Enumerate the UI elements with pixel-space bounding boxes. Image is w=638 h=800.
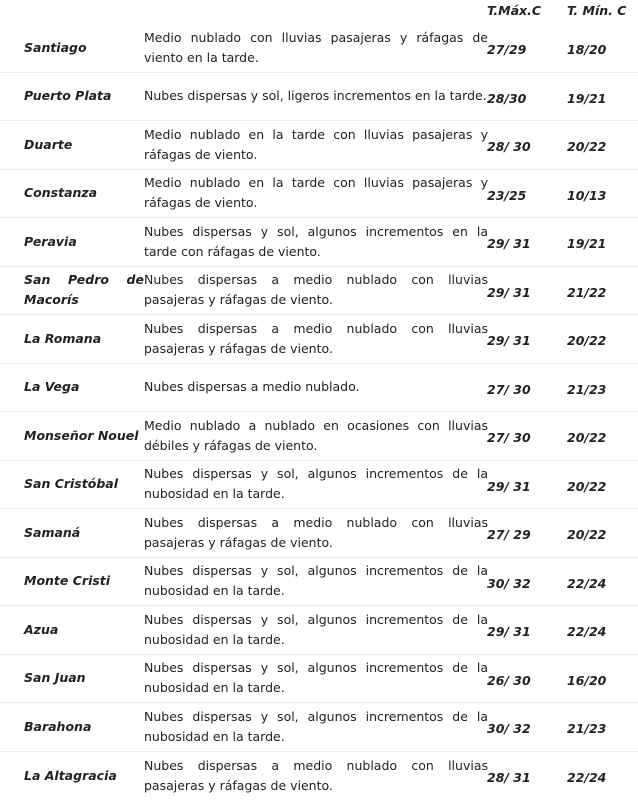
description-cell bbox=[144, 558, 488, 606]
tmax-value: 30/ 32 bbox=[487, 558, 531, 606]
table-row bbox=[0, 267, 638, 316]
tmax-value: 28/30 bbox=[487, 73, 526, 121]
province-name: Peravia bbox=[24, 232, 144, 252]
forecast-description: Nubes dispersas a medio nublado. bbox=[144, 377, 488, 397]
province-cell bbox=[24, 655, 144, 703]
province-cell bbox=[24, 218, 144, 266]
table-row bbox=[0, 558, 638, 607]
province-name: Barahona bbox=[24, 717, 144, 737]
forecast-description: Medio nublado con lluvias pasajeras y ráfagas de viento en la tarde. bbox=[144, 28, 488, 68]
province-cell bbox=[24, 267, 144, 315]
description-cell bbox=[144, 461, 488, 509]
tmin-value: 20/22 bbox=[567, 121, 606, 169]
table-body bbox=[0, 24, 638, 800]
description-cell bbox=[144, 170, 488, 218]
forecast-description: Nubes dispersas y sol, algunos incrementos de la nubosidad en la tarde. bbox=[144, 610, 488, 650]
tmin-value: 20/22 bbox=[567, 509, 606, 557]
province-name: Samaná bbox=[24, 523, 144, 543]
description-cell bbox=[144, 703, 488, 751]
tmax-value: 28/ 30 bbox=[487, 121, 531, 169]
tmin-value: 21/23 bbox=[567, 364, 606, 412]
tmin-value: 10/13 bbox=[567, 170, 606, 218]
description-cell bbox=[144, 24, 488, 72]
description-cell bbox=[144, 267, 488, 315]
description-cell bbox=[144, 655, 488, 703]
tmax-value: 28/ 31 bbox=[487, 752, 531, 800]
province-name: La Romana bbox=[24, 329, 144, 349]
forecast-description: Medio nublado en la tarde con lluvias pasajeras y ráfagas de viento. bbox=[144, 125, 488, 165]
forecast-description: Nubes dispersas a medio nublado con lluvias pasajeras y ráfagas de viento. bbox=[144, 319, 488, 359]
tmin-value: 22/24 bbox=[567, 752, 606, 800]
province-name: San Juan bbox=[24, 668, 144, 688]
description-cell bbox=[144, 121, 488, 169]
tmax-value: 27/ 30 bbox=[487, 364, 531, 412]
table-row bbox=[0, 170, 638, 219]
tmax-value: 29/ 31 bbox=[487, 315, 531, 363]
tmin-value: 19/21 bbox=[567, 73, 606, 121]
province-name: Azua bbox=[24, 620, 144, 640]
province-cell bbox=[24, 558, 144, 606]
forecast-description: Nubes dispersas a medio nublado con lluvias pasajeras y ráfagas de viento. bbox=[144, 270, 488, 310]
forecast-description: Nubes dispersas a medio nublado con lluvias pasajeras y ráfagas de viento. bbox=[144, 756, 488, 796]
table-row bbox=[0, 364, 638, 413]
province-cell bbox=[24, 412, 144, 460]
tmin-value: 20/22 bbox=[567, 315, 606, 363]
tmax-value: 27/ 30 bbox=[487, 412, 531, 460]
province-name: Constanza bbox=[24, 183, 144, 203]
forecast-description: Nubes dispersas y sol, algunos incrementos en la tarde con ráfagas de viento. bbox=[144, 222, 488, 262]
description-cell bbox=[144, 315, 488, 363]
province-name: Santiago bbox=[24, 38, 144, 58]
description-cell bbox=[144, 606, 488, 654]
description-cell bbox=[144, 73, 488, 121]
forecast-description: Nubes dispersas y sol, algunos incrementos de la nubosidad en la tarde. bbox=[144, 464, 488, 504]
forecast-description: Nubes dispersas y sol, algunos incrementos de la nubosidad en la tarde. bbox=[144, 658, 488, 698]
table-row bbox=[0, 655, 638, 704]
description-cell bbox=[144, 364, 488, 412]
tmin-value: 20/22 bbox=[567, 412, 606, 460]
province-name: San Cristóbal bbox=[24, 474, 144, 494]
table-row bbox=[0, 412, 638, 461]
province-name: Puerto Plata bbox=[24, 86, 144, 106]
table-row bbox=[0, 461, 638, 510]
province-cell bbox=[24, 315, 144, 363]
tmax-value: 29/ 31 bbox=[487, 267, 531, 315]
forecast-description: Nubes dispersas y sol, algunos incrementos de la nubosidad en la tarde. bbox=[144, 561, 488, 601]
tmax-value: 26/ 30 bbox=[487, 655, 531, 703]
province-cell bbox=[24, 703, 144, 751]
forecast-description: Nubes dispersas a medio nublado con lluvias pasajeras y ráfagas de viento. bbox=[144, 513, 488, 553]
province-cell bbox=[24, 73, 144, 121]
table-row bbox=[0, 315, 638, 364]
province-cell bbox=[24, 170, 144, 218]
tmin-value: 19/21 bbox=[567, 218, 606, 266]
province-cell bbox=[24, 606, 144, 654]
tmax-column-header: T.Máx.C bbox=[487, 3, 541, 18]
province-cell bbox=[24, 24, 144, 72]
forecast-description: Medio nublado en la tarde con lluvias pasajeras y ráfagas de viento. bbox=[144, 173, 488, 213]
table-row bbox=[0, 121, 638, 170]
table-row bbox=[0, 24, 638, 73]
province-cell bbox=[24, 364, 144, 412]
tmin-value: 22/24 bbox=[567, 606, 606, 654]
tmax-value: 27/29 bbox=[487, 24, 526, 72]
table-row bbox=[0, 606, 638, 655]
table-row bbox=[0, 218, 638, 267]
province-cell bbox=[24, 461, 144, 509]
tmax-value: 27/ 29 bbox=[487, 509, 531, 557]
province-cell bbox=[24, 121, 144, 169]
province-name: La Vega bbox=[24, 377, 144, 397]
province-name: Monte Cristi bbox=[24, 571, 144, 591]
tmax-value: 23/25 bbox=[487, 170, 526, 218]
tmin-value: 21/22 bbox=[567, 267, 606, 315]
tmin-column-header: T. Mín. C bbox=[567, 3, 626, 18]
description-cell bbox=[144, 412, 488, 460]
table-row bbox=[0, 73, 638, 122]
forecast-description: Medio nublado a nublado en ocasiones con lluvias débiles y ráfagas de viento. bbox=[144, 416, 488, 456]
tmin-value: 18/20 bbox=[567, 24, 606, 72]
tmin-value: 22/24 bbox=[567, 558, 606, 606]
tmin-value: 21/23 bbox=[567, 703, 606, 751]
province-cell bbox=[24, 509, 144, 557]
forecast-description: Nubes dispersas y sol, ligeros incrementos en la tarde. bbox=[144, 86, 488, 106]
province-name: La Altagracia bbox=[24, 766, 144, 786]
table-row bbox=[0, 509, 638, 558]
tmax-value: 29/ 31 bbox=[487, 461, 531, 509]
tmax-value: 29/ 31 bbox=[487, 606, 531, 654]
description-cell bbox=[144, 218, 488, 266]
province-name: Duarte bbox=[24, 135, 144, 155]
description-cell bbox=[144, 509, 488, 557]
tmin-value: 16/20 bbox=[567, 655, 606, 703]
tmin-value: 20/22 bbox=[567, 461, 606, 509]
province-name: San Pedro de Macorís bbox=[24, 270, 144, 310]
table-row bbox=[0, 703, 638, 752]
forecast-description: Nubes dispersas y sol, algunos incrementos de la nubosidad en la tarde. bbox=[144, 707, 488, 747]
table-header bbox=[0, 0, 638, 24]
tmax-value: 29/ 31 bbox=[487, 218, 531, 266]
tmax-value: 30/ 32 bbox=[487, 703, 531, 751]
province-name: Monseñor Nouel bbox=[24, 426, 144, 446]
